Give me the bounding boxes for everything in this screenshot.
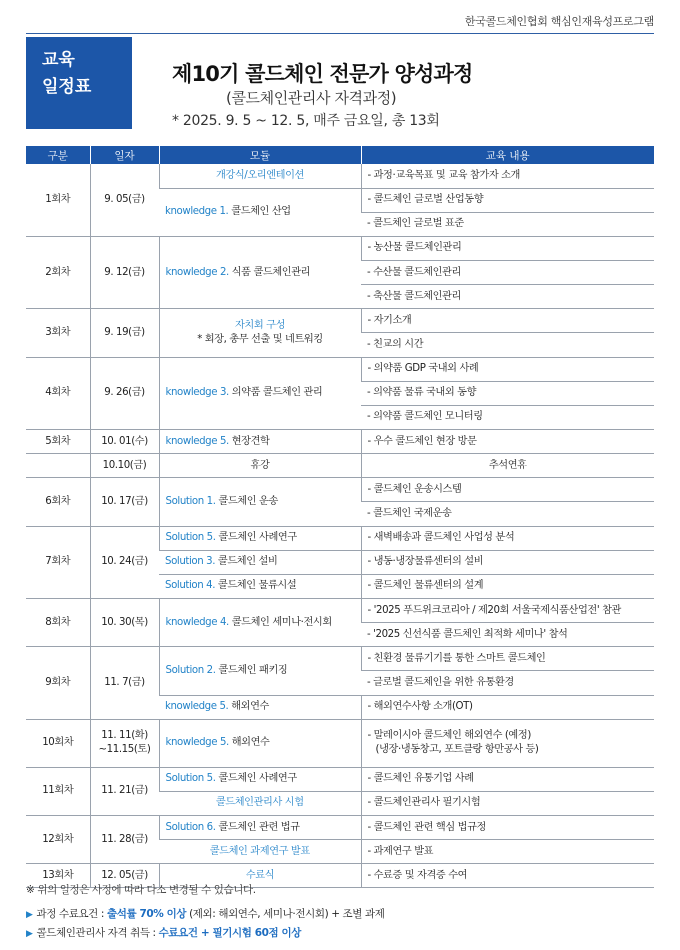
module-cell (159, 719, 361, 767)
table-row (26, 164, 654, 188)
table-row (26, 719, 654, 767)
session-date: 9. 26(금) (90, 357, 159, 429)
module-highlight: knowledge 5. (165, 435, 229, 447)
module-cell (159, 188, 361, 236)
content-item-line: - 말레이시아 콜드체인 해외연수 (예정) (367, 730, 531, 742)
header-divider (26, 33, 654, 34)
schedule-table (26, 146, 654, 888)
module-cell (159, 695, 361, 719)
session-date-start: 11. 11(화) (101, 730, 148, 742)
schedule-badge (26, 37, 132, 129)
session-date-end: ~11.15(토) (98, 744, 151, 756)
session-number: 5회차 (26, 430, 90, 454)
requirement-label: 과정 수료요건 : (36, 908, 107, 920)
content-item: - 축산물 콜드체인관리 (361, 285, 654, 309)
content-item: - 콜드체인 국제운송 (361, 502, 654, 526)
module-cell (159, 236, 361, 308)
content-item: - 자기소개 (361, 309, 654, 333)
session-number: 2회차 (26, 236, 90, 308)
triangle-bullet-icon: ▶ (26, 929, 33, 939)
module-text: 콜드체인 패키징 (215, 664, 288, 676)
module-highlight: Solution 3. (165, 556, 216, 568)
content-item: - 수료증 및 자격증 수여 (361, 864, 654, 888)
module-text: 콜드체인 사례연구 (215, 773, 297, 785)
module-cell (159, 357, 361, 429)
module-highlight: knowledge 2. (165, 266, 229, 278)
table-row (26, 236, 654, 260)
content-item: - 새벽배송과 콜드체인 사업성 분석 (361, 526, 654, 550)
badge-line-1: 교육 (42, 50, 75, 70)
module-highlight: knowledge 3. (165, 387, 229, 399)
table-row (26, 599, 654, 623)
module-text: 식품 콜드체인관리 (228, 266, 311, 278)
session-date: 10. 17(금) (90, 478, 159, 526)
content-item: - 의약품 콜드체인 모니터링 (361, 405, 654, 429)
module-text: 현장견학 (228, 435, 270, 447)
table-row (26, 478, 654, 502)
module-cell (159, 791, 361, 815)
badge-line-2: 일정표 (42, 77, 92, 97)
table-row (26, 526, 654, 550)
module-note: * 회장, 총무 선출 및 네트워킹 (197, 333, 323, 345)
table-row (26, 357, 654, 381)
content-item: - 과정·교육목표 및 교육 참가자 소개 (361, 164, 654, 188)
content-item: - 의약품 GDP 국내외 사례 (361, 357, 654, 381)
schedule-change-note: ※ 위의 일정은 사정에 따라 다소 변경될 수 있습니다. (26, 884, 256, 896)
content-item: - '2025 신선식품 콜드체인 최적화 세미나' 참석 (361, 623, 654, 647)
content-item (361, 719, 654, 767)
module-cell (159, 767, 361, 791)
content-item: - 콜드체인 물류센터의 설계 (361, 574, 654, 598)
session-date: 11. 21(금) (90, 767, 159, 815)
module-text: 콜드체인 산업 (228, 206, 291, 218)
content-item: - 콜드체인 글로벌 산업동향 (361, 188, 654, 212)
module-cell (159, 574, 361, 598)
session-number: 3회차 (26, 309, 90, 357)
session-number: 6회차 (26, 478, 90, 526)
content-item: - 친환경 물류기기를 통한 스마트 콜드체인 (361, 647, 654, 671)
session-date: 9. 05(금) (90, 164, 159, 236)
module-highlight: 콜드체인관리사 시험 (215, 797, 304, 809)
session-number: 1회차 (26, 164, 90, 236)
module-text: 콜드체인 설비 (215, 556, 278, 568)
table-row (26, 430, 654, 454)
session-number: 4회차 (26, 357, 90, 429)
module-highlight: 자치회 구성 (234, 319, 286, 331)
triangle-bullet-icon: ▶ (26, 910, 33, 920)
module-text: 콜드체인 사례연구 (215, 532, 297, 544)
module-cell (159, 599, 361, 647)
module-highlight: Solution 5. (165, 773, 216, 785)
table-row (26, 454, 654, 478)
content-item: - 수산물 콜드체인관리 (361, 261, 654, 285)
table-header-row (26, 146, 654, 164)
header-content: 교육 내용 (361, 146, 654, 164)
module-text: 의약품 콜드체인 관리 (228, 387, 323, 399)
module-cell (159, 816, 361, 840)
requirement-emphasis: 출석률 70% 이상 (106, 908, 187, 920)
content-item: - 냉동·냉장물류센터의 설비 (361, 550, 654, 574)
module-highlight: 콜드체인 과제연구 발표 (209, 845, 310, 857)
module-text: 콜드체인 운송 (215, 495, 278, 507)
module-highlight: Solution 5. (165, 532, 216, 544)
content-item: - 농산물 콜드체인관리 (361, 236, 654, 260)
content-item: - 콜드체인 글로벌 표준 (361, 212, 654, 236)
module-cell (159, 647, 361, 695)
module-cell (159, 164, 361, 188)
session-date: 10. 30(목) (90, 599, 159, 647)
module-cell (159, 454, 361, 478)
session-date: 11. 7(금) (90, 647, 159, 719)
header-session: 구분 (26, 146, 90, 164)
certification-requirement (26, 925, 301, 940)
header-module: 모듈 (159, 146, 361, 164)
module-cell (159, 840, 361, 864)
content-item: - 콜드체인 유통기업 사례 (361, 767, 654, 791)
module-text: 해외연수 (228, 737, 270, 749)
session-number: 9회차 (26, 647, 90, 719)
requirement-label: 콜드체인관리사 자격 취득 : (36, 927, 159, 939)
content-item: - 콜드체인 운송시스템 (361, 478, 654, 502)
session-number: 11회차 (26, 767, 90, 815)
module-cell (159, 478, 361, 526)
module-highlight: knowledge 5. (165, 737, 229, 749)
module-highlight: Solution 4. (165, 580, 216, 592)
course-period: * 2025. 9. 5 ~ 12. 5, 매주 금요일, 총 13회 (172, 113, 440, 129)
content-item: - 콜드체인관리사 필기시험 (361, 791, 654, 815)
session-date (90, 719, 159, 767)
session-date: 9. 12(금) (90, 236, 159, 308)
module-highlight: knowledge 1. (165, 206, 229, 218)
session-date: 12. 05(금) (90, 864, 159, 888)
module-highlight: knowledge 5. (165, 701, 229, 713)
session-date: 10. 01(수) (90, 430, 159, 454)
table-row (26, 309, 654, 333)
module-cell (159, 430, 361, 454)
content-item: - 글로벌 콜드체인을 위한 유통환경 (361, 671, 654, 695)
session-number (26, 454, 90, 478)
session-date: 9. 19(금) (90, 309, 159, 357)
content-item: - 우수 콜드체인 현장 방문 (361, 430, 654, 454)
completion-requirement (26, 906, 384, 921)
page-title: 제10기 콜드체인 전문가 양성과정 (172, 62, 473, 86)
module-text: 콜드체인 물류시설 (215, 580, 297, 592)
content-item: 추석연휴 (361, 454, 654, 478)
content-item: - 친교의 시간 (361, 333, 654, 357)
session-number: 12회차 (26, 816, 90, 864)
content-item: - 의약품 물류 국내외 동향 (361, 381, 654, 405)
session-date: 11. 28(금) (90, 816, 159, 864)
module-highlight: Solution 2. (165, 664, 216, 676)
table-row (26, 816, 654, 840)
module-highlight: 수료식 (245, 869, 275, 881)
session-number: 8회차 (26, 599, 90, 647)
session-number: 7회차 (26, 526, 90, 598)
module-cell (159, 526, 361, 550)
session-number: 10회차 (26, 719, 90, 767)
module-cell (159, 309, 361, 357)
header-date: 일자 (90, 146, 159, 164)
content-item: - 콜드체인 관련 핵심 법규정 (361, 816, 654, 840)
session-date: 10.10(금) (90, 454, 159, 478)
page-subtitle: (콜드체인관리사 자격과정) (226, 89, 397, 107)
content-item-subline: (냉장·냉동창고, 포트클랑 항만공사 등) (375, 744, 539, 756)
module-text: 해외연수 (228, 701, 269, 713)
table-row (26, 767, 654, 791)
module-highlight: Solution 6. (165, 821, 216, 833)
session-date: 10. 24(금) (90, 526, 159, 598)
requirement-rest: (제외: 해외연수, 세미나·전시회) + 조별 과제 (186, 908, 385, 920)
module-highlight: knowledge 4. (165, 616, 229, 628)
session-number: 13회차 (26, 864, 90, 888)
content-item: - 해외연수사항 소개(OT) (361, 695, 654, 719)
module-highlight: Solution 1. (165, 495, 216, 507)
table-row (26, 647, 654, 671)
module-highlight: 개강식/오리엔테이션 (215, 169, 304, 181)
content-item: - '2025 푸드위크코리아 / 제20회 서울국제식품산업전' 참관 (361, 599, 654, 623)
module-text: 콜드체인 세미나·전시회 (228, 616, 332, 628)
content-item: - 과제연구 발표 (361, 840, 654, 864)
module-text: 콜드체인 관련 법규 (215, 821, 300, 833)
module-text: 휴강 (250, 459, 270, 471)
requirement-emphasis: 수료요건 + 필기시험 60점 이상 (158, 927, 301, 939)
module-cell (159, 550, 361, 574)
organization-program-label: 한국콜드체인협회 핵심인재육성프로그램 (464, 15, 654, 28)
